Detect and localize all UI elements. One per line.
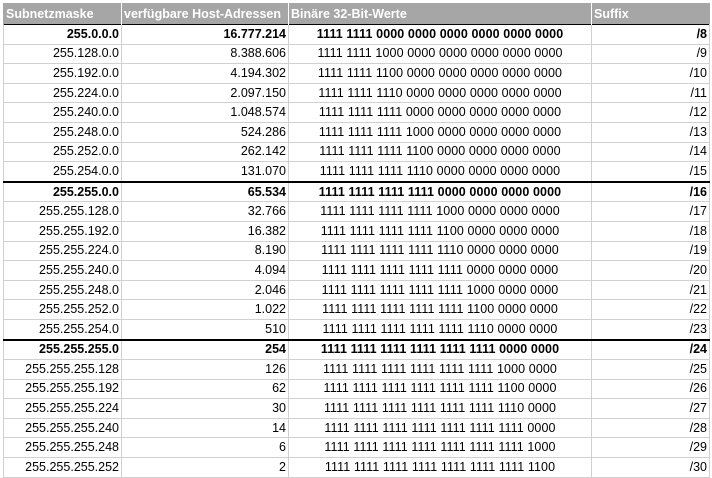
binary-value-cell[interactable]: 1111 1111 1111 1111 1111 1111 1110 0000 [289, 399, 592, 419]
subnet-mask-cell[interactable]: 255.255.252.0 [4, 300, 122, 320]
table-row [4, 202, 710, 222]
suffix-cell[interactable]: /26 [592, 379, 710, 399]
host-count-cell[interactable]: 30 [122, 399, 289, 419]
host-count-cell[interactable]: 6 [122, 438, 289, 458]
host-count-cell[interactable]: 8.190 [122, 241, 289, 261]
table-row [4, 83, 710, 103]
table-row [4, 103, 710, 123]
binary-value-cell[interactable]: 1111 1111 1111 1111 1111 0000 0000 0000 [289, 261, 592, 281]
binary-value-cell[interactable]: 1111 1111 1111 1111 1000 0000 0000 0000 [289, 202, 592, 222]
suffix-cell[interactable]: /21 [592, 280, 710, 300]
binary-value-cell[interactable]: 1111 1111 1100 0000 0000 0000 0000 0000 [289, 64, 592, 84]
subnet-mask-cell[interactable]: 255.255.240.0 [4, 261, 122, 281]
suffix-cell[interactable]: /30 [592, 458, 710, 478]
suffix-cell[interactable]: /8 [592, 25, 710, 45]
table-row [4, 182, 710, 202]
binary-value-cell[interactable]: 1111 1111 1111 1111 1111 1110 0000 0000 [289, 319, 592, 339]
suffix-cell[interactable]: /14 [592, 142, 710, 162]
subnet-mask-cell[interactable]: 255.255.192.0 [4, 221, 122, 241]
host-count-cell[interactable]: 8.388.606 [122, 44, 289, 64]
header-binary-values[interactable]: Binäre 32-Bit-Werte [289, 3, 592, 25]
table-row [4, 458, 710, 478]
header-available-hosts[interactable]: verfügbare Host-Adressen [122, 3, 289, 25]
host-count-cell[interactable]: 2.046 [122, 280, 289, 300]
table-row [4, 300, 710, 320]
host-count-cell[interactable]: 126 [122, 360, 289, 380]
host-count-cell[interactable]: 16.777.214 [122, 25, 289, 45]
host-count-cell[interactable]: 524.286 [122, 122, 289, 142]
table-body [4, 25, 710, 478]
suffix-cell[interactable]: /24 [592, 340, 710, 360]
host-count-cell[interactable]: 65.534 [122, 182, 289, 202]
subnet-mask-cell[interactable]: 255.255.128.0 [4, 202, 122, 222]
binary-value-cell[interactable]: 1111 1111 1111 0000 0000 0000 0000 0000 [289, 103, 592, 123]
table-row [4, 162, 710, 182]
header-suffix[interactable]: Suffix [592, 3, 710, 25]
suffix-cell[interactable]: /20 [592, 261, 710, 281]
host-count-cell[interactable]: 254 [122, 340, 289, 360]
table-row [4, 418, 710, 438]
table-row [4, 280, 710, 300]
table-row [4, 241, 710, 261]
suffix-cell[interactable]: /29 [592, 438, 710, 458]
host-count-cell[interactable]: 131.070 [122, 162, 289, 182]
table-row [4, 360, 710, 380]
subnet-mask-cell[interactable]: 255.252.0.0 [4, 142, 122, 162]
table-row [4, 261, 710, 281]
host-count-cell[interactable]: 62 [122, 379, 289, 399]
binary-value-cell[interactable]: 1111 1111 1111 1111 1111 1111 1100 0000 [289, 379, 592, 399]
table-row [4, 379, 710, 399]
binary-value-cell[interactable]: 1111 1111 1111 1000 0000 0000 0000 0000 [289, 122, 592, 142]
binary-value-cell[interactable]: 1111 1111 1111 1100 0000 0000 0000 0000 [289, 142, 592, 162]
binary-value-cell[interactable]: 1111 1111 1111 1111 1111 1100 0000 0000 [289, 300, 592, 320]
binary-value-cell[interactable]: 1111 1111 1111 1111 1111 1111 1111 1100 [289, 458, 592, 478]
suffix-cell[interactable]: /15 [592, 162, 710, 182]
host-count-cell[interactable]: 262.142 [122, 142, 289, 162]
binary-value-cell[interactable]: 1111 1111 1111 1110 0000 0000 0000 0000 [289, 162, 592, 182]
binary-value-cell[interactable]: 1111 1111 1111 1111 1110 0000 0000 0000 [289, 241, 592, 261]
table-row [4, 438, 710, 458]
subnet-mask-cell[interactable]: 255.248.0.0 [4, 122, 122, 142]
host-count-cell[interactable]: 32.766 [122, 202, 289, 222]
binary-value-cell[interactable]: 1111 1111 0000 0000 0000 0000 0000 0000 [289, 25, 592, 45]
binary-value-cell[interactable]: 1111 1111 1111 1111 1111 1000 0000 0000 [289, 280, 592, 300]
subnet-mask-cell[interactable]: 255.192.0.0 [4, 64, 122, 84]
binary-value-cell[interactable]: 1111 1111 1111 1111 1111 1111 0000 0000 [289, 340, 592, 360]
suffix-cell[interactable]: /22 [592, 300, 710, 320]
host-count-cell[interactable]: 14 [122, 418, 289, 438]
host-count-cell[interactable]: 1.048.574 [122, 103, 289, 123]
table-row [4, 25, 710, 45]
table-row [4, 64, 710, 84]
binary-value-cell[interactable]: 1111 1111 1111 1111 1111 1111 1111 0000 [289, 418, 592, 438]
suffix-cell[interactable]: /28 [592, 418, 710, 438]
subnet-mask-table [3, 3, 710, 478]
subnet-mask-cell[interactable]: 255.255.255.252 [4, 458, 122, 478]
subnet-mask-cell[interactable]: 255.254.0.0 [4, 162, 122, 182]
subnet-mask-cell[interactable]: 255.255.255.128 [4, 360, 122, 380]
suffix-cell[interactable]: /10 [592, 64, 710, 84]
host-count-cell[interactable]: 4.094 [122, 261, 289, 281]
subnet-mask-cell[interactable]: 255.240.0.0 [4, 103, 122, 123]
subnet-mask-cell[interactable]: 255.255.0.0 [4, 182, 122, 202]
subnet-table-container [3, 3, 709, 478]
table-row [4, 399, 710, 419]
binary-value-cell[interactable]: 1111 1111 1111 1111 1111 1111 1000 0000 [289, 360, 592, 380]
suffix-cell[interactable]: /13 [592, 122, 710, 142]
table-row [4, 142, 710, 162]
table-row [4, 44, 710, 64]
table-row [4, 340, 710, 360]
table-header [4, 3, 710, 25]
subnet-mask-cell[interactable]: 255.255.248.0 [4, 280, 122, 300]
host-count-cell[interactable]: 2.097.150 [122, 83, 289, 103]
table-row [4, 319, 710, 339]
suffix-cell[interactable]: /16 [592, 182, 710, 202]
suffix-cell[interactable]: /9 [592, 44, 710, 64]
suffix-cell[interactable]: /19 [592, 241, 710, 261]
subnet-mask-cell[interactable]: 255.255.255.0 [4, 340, 122, 360]
suffix-cell[interactable]: /18 [592, 221, 710, 241]
table-row [4, 221, 710, 241]
suffix-cell[interactable]: /27 [592, 399, 710, 419]
subnet-mask-cell[interactable]: 255.255.255.224 [4, 399, 122, 419]
suffix-cell[interactable]: /11 [592, 83, 710, 103]
subnet-mask-cell[interactable]: 255.255.255.240 [4, 418, 122, 438]
host-count-cell[interactable]: 4.194.302 [122, 64, 289, 84]
subnet-mask-cell[interactable]: 255.255.254.0 [4, 319, 122, 339]
host-count-cell[interactable]: 16.382 [122, 221, 289, 241]
subnet-mask-cell[interactable]: 255.255.255.192 [4, 379, 122, 399]
subnet-mask-cell[interactable]: 255.255.224.0 [4, 241, 122, 261]
suffix-cell[interactable]: /25 [592, 360, 710, 380]
table-row [4, 122, 710, 142]
binary-value-cell[interactable]: 1111 1111 1111 1111 1111 1111 1111 1000 [289, 438, 592, 458]
suffix-cell[interactable]: /17 [592, 202, 710, 222]
subnet-mask-cell[interactable]: 255.128.0.0 [4, 44, 122, 64]
subnet-mask-cell[interactable]: 255.224.0.0 [4, 83, 122, 103]
suffix-cell[interactable]: /23 [592, 319, 710, 339]
binary-value-cell[interactable]: 1111 1111 1000 0000 0000 0000 0000 0000 [289, 44, 592, 64]
subnet-mask-cell[interactable]: 255.255.255.248 [4, 438, 122, 458]
binary-value-cell[interactable]: 1111 1111 1111 1111 0000 0000 0000 0000 [289, 182, 592, 202]
host-count-cell[interactable]: 1.022 [122, 300, 289, 320]
suffix-cell[interactable]: /12 [592, 103, 710, 123]
subnet-mask-cell[interactable]: 255.0.0.0 [4, 25, 122, 45]
host-count-cell[interactable]: 510 [122, 319, 289, 339]
binary-value-cell[interactable]: 1111 1111 1111 1111 1100 0000 0000 0000 [289, 221, 592, 241]
host-count-cell[interactable]: 2 [122, 458, 289, 478]
header-subnet-mask[interactable]: Subnetzmaske [4, 3, 122, 25]
binary-value-cell[interactable]: 1111 1111 1110 0000 0000 0000 0000 0000 [289, 83, 592, 103]
header-row [4, 3, 710, 25]
